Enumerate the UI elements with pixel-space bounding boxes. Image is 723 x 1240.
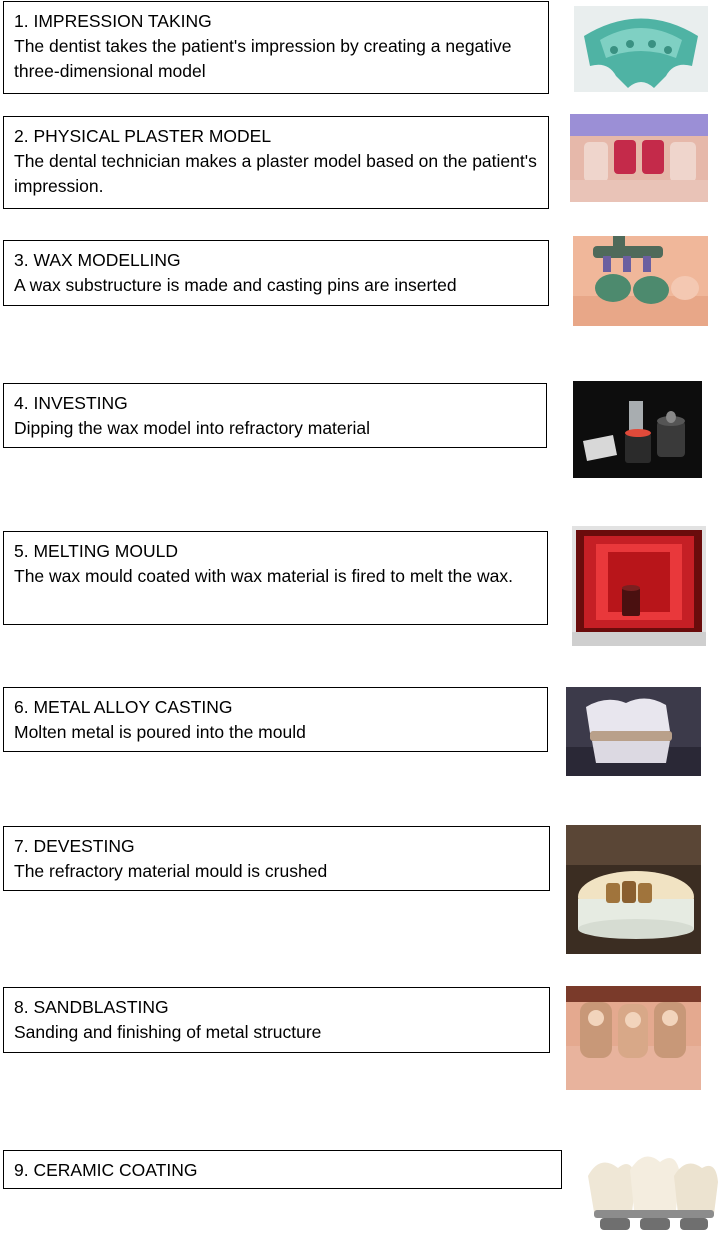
step-8-title: 8. SANDBLASTING [14, 997, 169, 1017]
step-4-image [573, 381, 702, 478]
devested-framework-icon [566, 825, 701, 954]
step-5-description: The wax mould coated with wax material is fired to melt the wax. [14, 566, 513, 586]
step-7-description: The refractory material mould is crushed [14, 861, 328, 881]
step-7-box [3, 826, 550, 891]
step-6-description: Molten metal is poured into the mould [14, 722, 306, 742]
step-5-image [572, 526, 706, 646]
investment-ring-icon [573, 381, 702, 478]
furnace-icon [572, 526, 706, 646]
step-3-box [3, 240, 549, 306]
wax-model-icon [573, 236, 708, 326]
step-2-box [3, 116, 549, 209]
step-6-box [3, 687, 548, 752]
casting-icon [566, 687, 701, 776]
step-8-image [566, 986, 701, 1090]
step-3-image [573, 236, 708, 326]
step-1-box [3, 1, 549, 94]
step-8-description: Sanding and finishing of metal structure [14, 1022, 322, 1042]
step-1-image [574, 6, 708, 92]
step-2-image [570, 114, 708, 202]
impression-tray-icon [574, 6, 708, 92]
step-4-title: 4. INVESTING [14, 393, 128, 413]
step-9-image [580, 1146, 723, 1240]
step-6-image [566, 687, 701, 776]
step-3-title: 3. WAX MODELLING [14, 250, 181, 270]
step-9-title: 9. CERAMIC COATING [14, 1160, 198, 1180]
step-2-description: The dental technician makes a plaster model based on the patient's impression. [14, 151, 537, 196]
step-6-title: 6. METAL ALLOY CASTING [14, 697, 233, 717]
plaster-model-icon [570, 114, 708, 202]
step-9-box [3, 1150, 562, 1189]
step-5-title: 5. MELTING MOULD [14, 541, 179, 561]
step-2-title: 2. PHYSICAL PLASTER MODEL [14, 126, 272, 146]
sandblasted-crowns-icon [566, 986, 701, 1090]
step-4-description: Dipping the wax model into refractory material [14, 418, 370, 438]
step-1-description: The dentist takes the patient's impression by creating a negative three-dimensional model [14, 36, 512, 81]
step-4-box [3, 383, 547, 448]
step-7-image [566, 825, 701, 954]
step-5-box [3, 531, 548, 625]
step-1-title: 1. IMPRESSION TAKING [14, 11, 212, 31]
ceramic-crown-icon [580, 1146, 723, 1240]
step-7-title: 7. DEVESTING [14, 836, 135, 856]
step-8-box [3, 987, 550, 1053]
step-3-description: A wax substructure is made and casting pins are inserted [14, 275, 457, 295]
